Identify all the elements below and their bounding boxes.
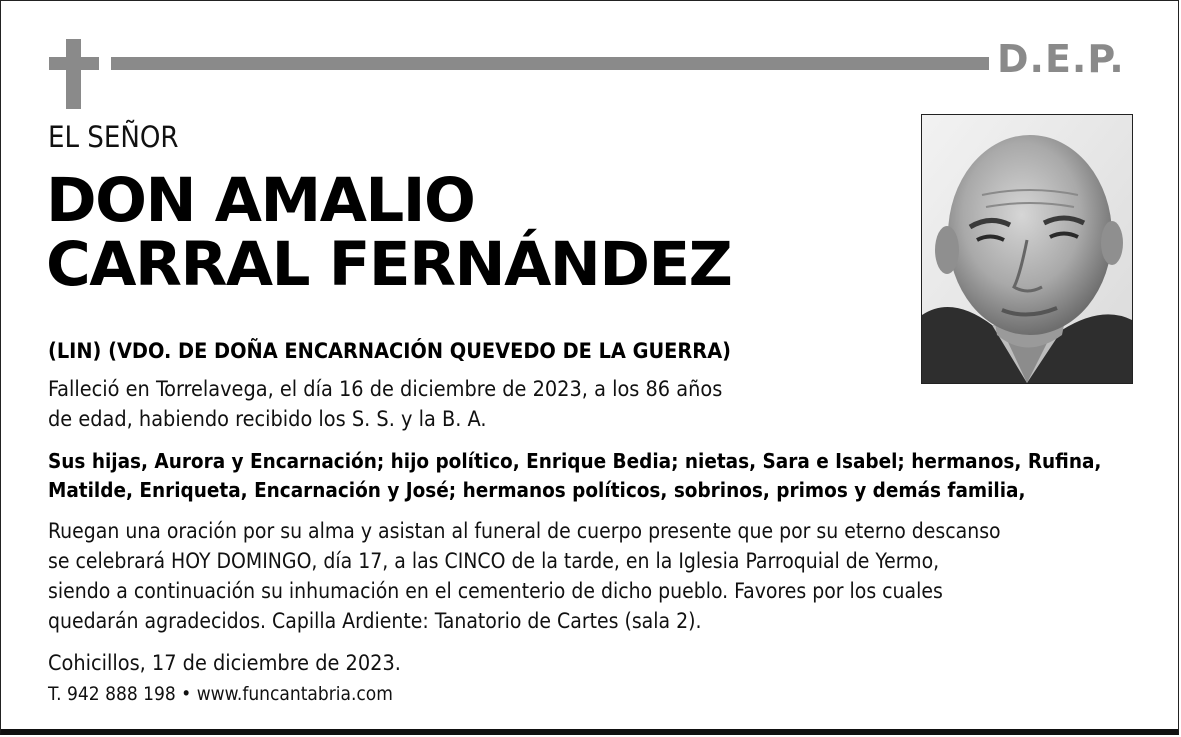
service-details xyxy=(48,516,1158,636)
place-date: Cohicillos, 17 de diciembre de 2023. xyxy=(48,651,401,676)
portrait-image xyxy=(922,115,1132,383)
death-statement xyxy=(48,375,828,435)
family-line-1: Sus hijas, Aurora y Encarnación; hijo político, Enrique Bedia; nietas, Sara e Isabel; hermanos, Rufina, xyxy=(48,449,1102,473)
name-line-1: DON AMALIO xyxy=(46,165,475,236)
name-line-2: CARRAL FERNÁNDEZ xyxy=(46,229,732,300)
dep-label: D.E.P. xyxy=(997,37,1125,81)
subtitle: (LIN) (VDO. DE DOÑA ENCARNACIÓN QUEVEDO DE LA GUERRA) xyxy=(48,339,732,364)
contact-info: T. 942 888 198 • www.funcantabria.com xyxy=(48,683,393,705)
deceased-name xyxy=(46,165,732,300)
death-line-1: Falleció en Torrelavega, el día 16 de diciembre de 2023, a los 86 años xyxy=(48,377,723,402)
death-line-2: de edad, habiendo recibido los S. S. y la B. A. xyxy=(48,407,487,432)
service-line-2: se celebrará HOY DOMINGO, día 17, a las CINCO de la tarde, en la Iglesia Parroquial de Yermo, xyxy=(48,549,940,573)
title-prefix: EL SEÑOR xyxy=(48,120,179,154)
latin-cross-icon xyxy=(49,39,99,109)
service-line-1: Ruegan una oración por su alma y asistan al funeral de cuerpo presente que por su eterno descanso xyxy=(48,519,1001,543)
family-list xyxy=(48,447,1158,505)
service-line-4: quedarán agradecidos. Capilla Ardiente: Tanatorio de Cartes (sala 2). xyxy=(48,609,702,633)
family-line-2: Matilde, Enriqueta, Encarnación y José; hermanos políticos, sobrinos, primos y demás familia, xyxy=(48,478,1026,502)
header-rule xyxy=(111,57,989,70)
portrait-photo xyxy=(921,114,1133,384)
service-line-3: siendo a continuación su inhumación en el cementerio de dicho pueblo. Favores por los cuales xyxy=(48,579,943,603)
